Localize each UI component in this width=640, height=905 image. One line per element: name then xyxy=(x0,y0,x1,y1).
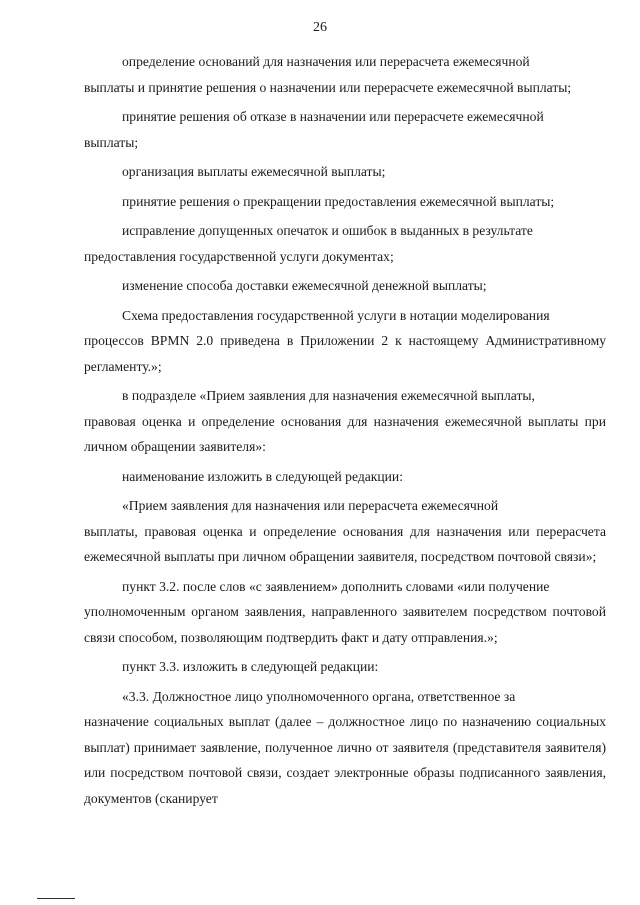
paragraph-continuation: уполномоченным органом заявления, направленного заявителем посредством почтовой связи способом, позволяющим подтвердить факт и дату отправления.»; xyxy=(84,604,606,645)
paragraph xyxy=(84,104,606,155)
paragraph xyxy=(84,383,606,460)
paragraph-first-line: пункт 3.3. изложить в следующей редакции: xyxy=(122,659,379,674)
paragraph-first-line: Схема предоставления государственной услуги в нотации моделирования xyxy=(122,307,550,323)
paragraph-first-line: пункт 3.2. после слов «с заявлением» дополнить словами «или получение xyxy=(122,578,550,594)
footnote-separator xyxy=(37,898,75,899)
paragraph-first-line: исправление допущенных опечаток и ошибок в выданных в результате xyxy=(122,223,533,238)
paragraph-first-line: принятие решения об отказе в назначении или перерасчете ежемесячной xyxy=(122,109,544,124)
paragraph xyxy=(84,574,606,651)
paragraph xyxy=(84,493,606,570)
paragraph-continuation: выплаты и принятие решения о назначении или перерасчете ежемесячной выплаты; xyxy=(84,79,572,95)
paragraph-first-line: организация выплаты ежемесячной выплаты; xyxy=(122,164,386,179)
paragraph xyxy=(84,218,606,269)
paragraph-first-line: наименование изложить в следующей редакции: xyxy=(122,468,403,484)
paragraph xyxy=(84,303,606,380)
paragraph-first-line: определение оснований для назначения или перерасчета ежемесячной xyxy=(122,54,530,69)
document-body xyxy=(84,49,606,815)
paragraph xyxy=(84,684,606,812)
paragraph-continuation: предоставления государственной услуги документах; xyxy=(84,248,394,264)
paragraph-first-line: «3.3. Должностное лицо уполномоченного органа, ответственное за xyxy=(122,688,516,704)
paragraph-continuation: процессов BPMN 2.0 приведена в Приложении 2 к настоящему Административному регламенту.»; xyxy=(84,333,606,374)
paragraph-continuation: выплаты, правовая оценка и определение основания для назначения или перерасчета ежемесячной выплаты при личном обращении заявителя, посредством почтовой связи»; xyxy=(84,523,606,564)
paragraph xyxy=(122,654,606,680)
paragraph xyxy=(122,464,606,490)
paragraph xyxy=(122,159,606,185)
paragraph-continuation: назначение социальных выплат (далее – должностное лицо по назначению социальных выплат) принимает заявление, полученное лично от заявителя (представителя заявителя) или посредством почтовой связи, создает электронные образы подписанного заявления, документов (сканирует xyxy=(84,714,606,806)
page-number: 26 xyxy=(313,20,327,35)
paragraph-first-line: изменение способа доставки ежемесячной денежной выплаты; xyxy=(122,278,487,293)
paragraph xyxy=(122,273,606,299)
paragraph xyxy=(122,189,606,215)
paragraph-first-line: принятие решения о прекращении предоставления ежемесячной выплаты; xyxy=(122,193,555,209)
paragraph-first-line: в подразделе «Прием заявления для назначения ежемесячной выплаты, xyxy=(122,388,535,403)
paragraph xyxy=(84,49,606,100)
paragraph-continuation: выплаты; xyxy=(84,134,139,150)
paragraph-continuation: правовая оценка и определение основания для назначения ежемесячной выплаты при личном обращении заявителя»: xyxy=(84,413,606,454)
paragraph-first-line: «Прием заявления для назначения или перерасчета ежемесячной xyxy=(122,498,499,513)
